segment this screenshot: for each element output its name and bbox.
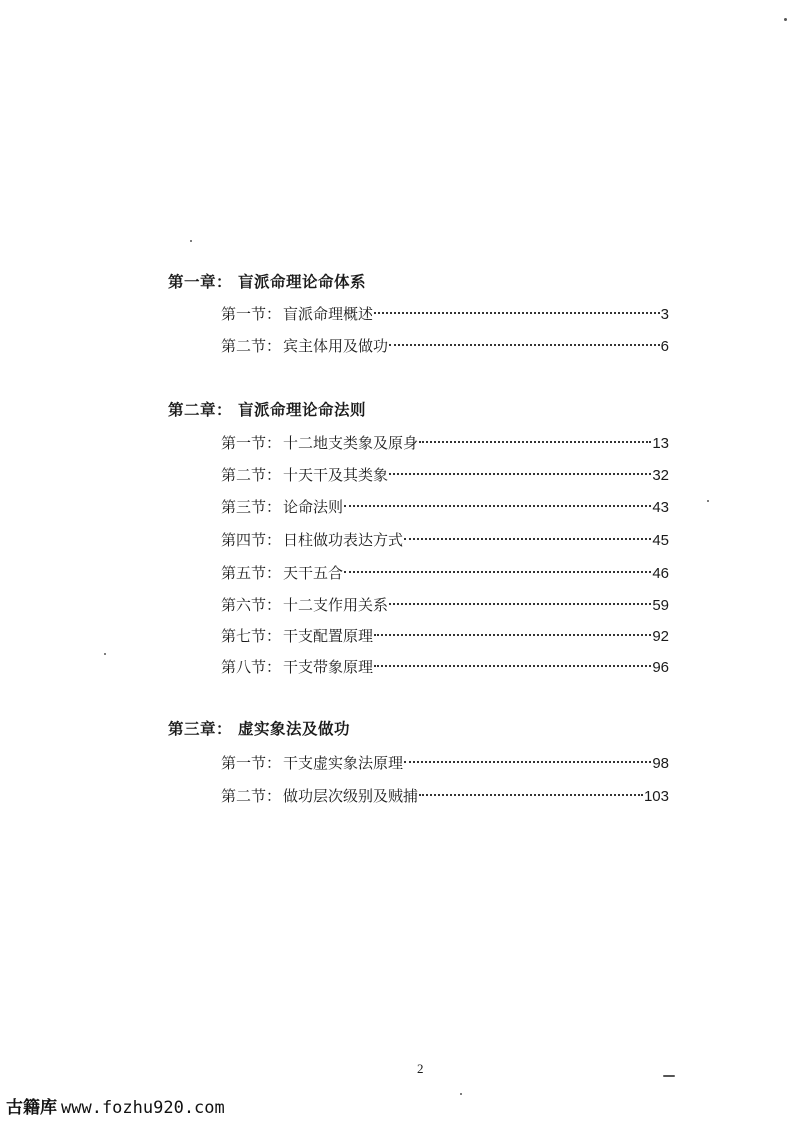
- section-page-number: 98: [652, 755, 669, 772]
- toc-entry[interactable]: [221, 529, 669, 550]
- section-label: 第一节：: [221, 754, 282, 772]
- dot-leader: [419, 794, 643, 796]
- toc-entry[interactable]: [221, 432, 669, 453]
- scan-speck: [784, 18, 787, 21]
- section-label: 第一节：: [221, 434, 282, 452]
- section-label: 第二节：: [221, 787, 282, 805]
- section-page-number: 43: [652, 499, 669, 516]
- dot-leader: [344, 571, 651, 573]
- section-label: 第三节：: [221, 498, 282, 516]
- section-label: 第六节：: [221, 596, 282, 614]
- dot-leader: [404, 538, 651, 540]
- dot-leader: [344, 505, 651, 507]
- scan-speck: [707, 500, 709, 502]
- dot-leader: [389, 473, 651, 475]
- section-title: 干支带象原理: [283, 658, 374, 676]
- page-number: 2: [417, 1061, 424, 1076]
- dot-leader: [389, 603, 651, 605]
- toc-entry[interactable]: [221, 785, 669, 806]
- scan-speck: [104, 653, 106, 655]
- section-page-number: 13: [652, 435, 669, 452]
- section-label: 第七节：: [221, 627, 282, 645]
- section-title: 盲派命理概述: [283, 305, 374, 323]
- dot-leader: [374, 634, 651, 636]
- section-page-number: 92: [652, 628, 669, 645]
- dot-leader: [419, 441, 651, 443]
- toc-entry[interactable]: [221, 752, 669, 773]
- dot-leader: [374, 665, 651, 667]
- watermark-url[interactable]: www.fozhu920.com: [61, 1098, 225, 1118]
- section-title: 十二支作用关系: [283, 596, 389, 614]
- watermark-site-name: 古籍库: [6, 1098, 57, 1118]
- toc-entry[interactable]: [221, 594, 669, 615]
- section-title: 十二地支类象及原身: [283, 434, 419, 452]
- section-page-number: 59: [652, 597, 669, 614]
- chapter-label: 第三章：: [168, 720, 233, 738]
- scan-speck: [460, 1093, 462, 1095]
- chapter-heading: [168, 270, 366, 292]
- section-page-number: 3: [660, 306, 669, 323]
- toc-entry[interactable]: [221, 464, 669, 485]
- chapter-title: 盲派命理论命体系: [238, 273, 367, 291]
- chapter-label: 第一章：: [168, 273, 233, 291]
- toc-entry[interactable]: [221, 496, 669, 517]
- section-title: 做功层次级别及贼捕: [283, 787, 419, 805]
- toc-entry[interactable]: [221, 656, 669, 677]
- section-label: 第二节：: [221, 466, 282, 484]
- dot-leader: [404, 761, 651, 763]
- toc-entry[interactable]: [221, 335, 669, 356]
- section-title: 干支虚实象法原理: [283, 754, 404, 772]
- section-label: 第四节：: [221, 531, 282, 549]
- section-title: 宾主体用及做功: [283, 337, 389, 355]
- section-label: 第一节：: [221, 305, 282, 323]
- toc-entry[interactable]: [221, 625, 669, 646]
- section-page-number: 32: [652, 467, 669, 484]
- section-page-number: 103: [643, 788, 669, 805]
- chapter-title: 虚实象法及做功: [238, 720, 351, 738]
- section-page-number: 45: [652, 532, 669, 549]
- section-label: 第二节：: [221, 337, 282, 355]
- chapter-label: 第二章：: [168, 401, 233, 419]
- chapter-title: 盲派命理论命法则: [238, 401, 367, 419]
- dot-leader: [389, 344, 660, 346]
- section-page-number: 6: [660, 338, 669, 355]
- section-label: 第五节：: [221, 564, 282, 582]
- dot-leader: [374, 312, 660, 314]
- toc-entry[interactable]: [221, 303, 669, 324]
- scan-speck: [190, 240, 192, 242]
- watermark[interactable]: [6, 1093, 225, 1118]
- scan-speck: [663, 1075, 675, 1077]
- chapter-heading: [168, 717, 350, 739]
- toc-entry[interactable]: [221, 562, 669, 583]
- section-title: 天干五合: [283, 564, 344, 582]
- section-page-number: 46: [652, 565, 669, 582]
- section-page-number: 96: [652, 659, 669, 676]
- section-title: 干支配置原理: [283, 627, 374, 645]
- section-label: 第八节：: [221, 658, 282, 676]
- section-title: 十天干及其类象: [283, 466, 389, 484]
- section-title: 日柱做功表达方式: [283, 531, 404, 549]
- chapter-heading: [168, 398, 366, 420]
- section-title: 论命法则: [283, 498, 344, 516]
